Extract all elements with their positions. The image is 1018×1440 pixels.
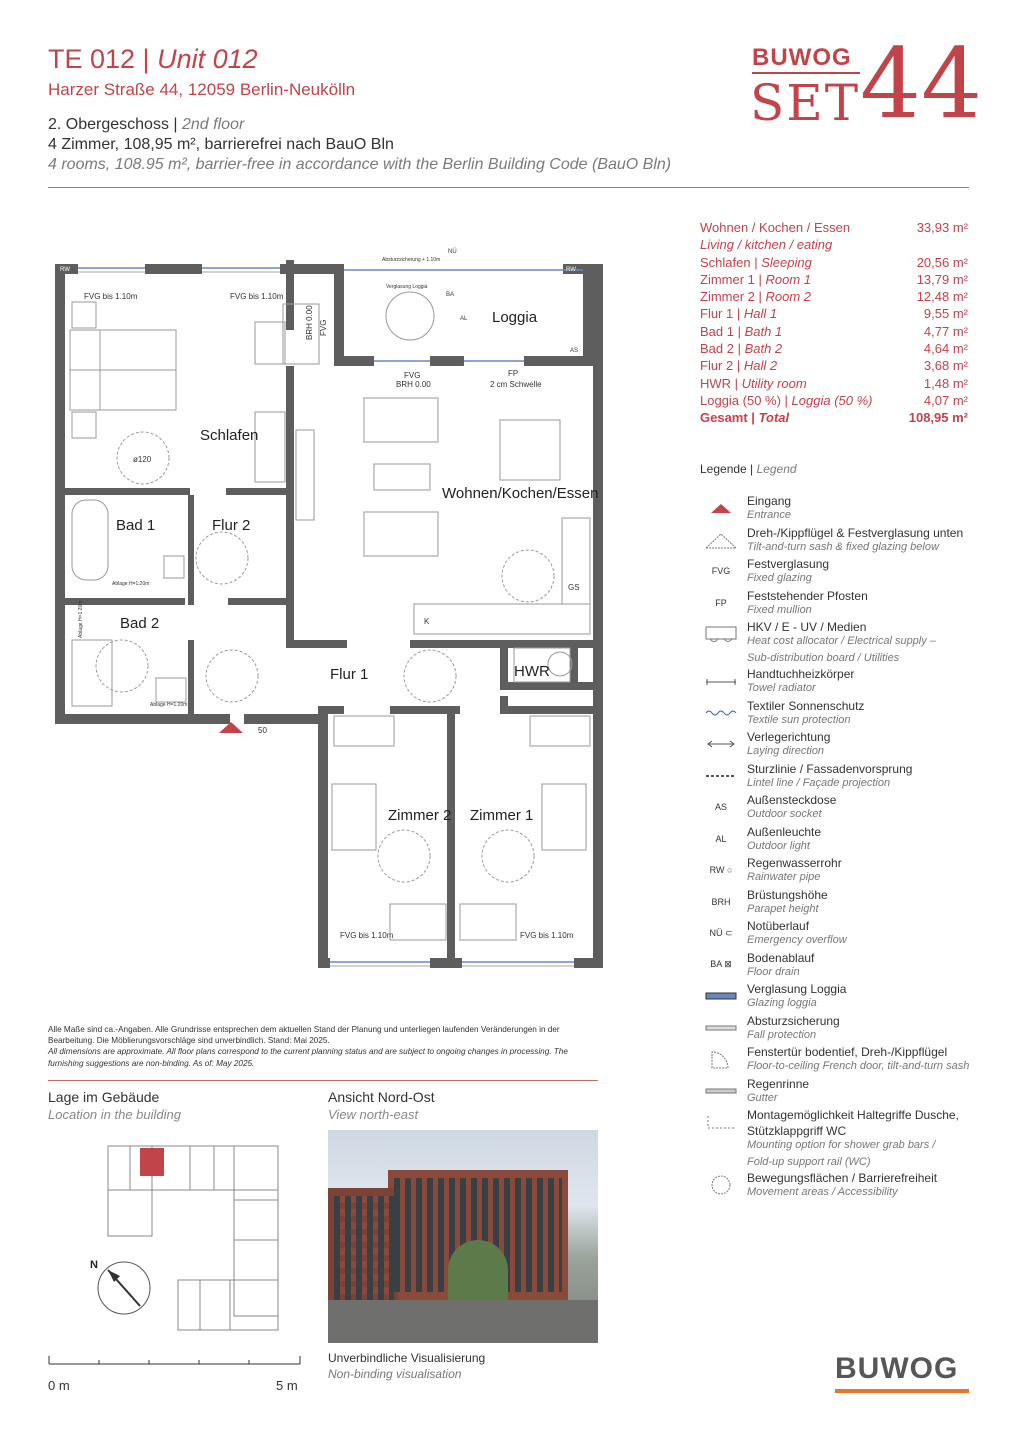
legend-label-de: Fenstertür bodentief, Dreh-/Kippflügel bbox=[747, 1045, 948, 1059]
logo-number: 44 bbox=[860, 28, 983, 140]
area-label-de: Flur 2 | bbox=[700, 358, 744, 374]
legend-label-de: Regenrinne bbox=[747, 1076, 810, 1091]
view-caption: Unverbindliche Visualisierung bbox=[328, 1351, 486, 1365]
legend-label-de: HKV / E - UV / Medien bbox=[747, 620, 867, 634]
disclaimer-de: Alle Maße sind ca.-Angaben. Alle Grundrisse entsprechen dem aktuellen Stand der Planung und unterliegen laufenden Veränderungen in der Bearbeitung. Die Möblierungsvorschläge sind unverbindlich. Stand: Mai 2025. bbox=[48, 1025, 560, 1046]
legend-code: FVG bbox=[711, 566, 731, 576]
area-label-en: Bath 1 bbox=[744, 323, 783, 339]
legend-item bbox=[700, 793, 990, 825]
area-label-de: Zimmer 1 | bbox=[700, 271, 766, 287]
label-ba: BA bbox=[446, 292, 455, 298]
area-value: 3,68 m² bbox=[923, 358, 968, 374]
legend-label-en: Parapet height bbox=[747, 902, 819, 915]
legend-label-en: Floor drain bbox=[747, 965, 800, 978]
legend-item bbox=[700, 1156, 990, 1172]
room-wohnen: Wohnen/Kochen/Essen bbox=[442, 485, 599, 502]
lintel-line-icon bbox=[700, 765, 742, 787]
tilt-turn-icon bbox=[700, 529, 742, 551]
area-label bbox=[700, 254, 812, 271]
area-label-en: Utility room bbox=[741, 375, 807, 391]
legend-item bbox=[700, 1124, 990, 1156]
area-value: 12,48 m² bbox=[916, 289, 968, 305]
area-label bbox=[700, 219, 850, 236]
legend-label-de: Verglasung Loggia bbox=[747, 982, 847, 996]
gutter-icon bbox=[700, 1080, 742, 1102]
area-value: 33,93 m² bbox=[916, 220, 968, 235]
rooms-summary-en: 4 rooms, 108.95 m², barrier-free in accordance with the Berlin Building Code (BauO Bln) bbox=[48, 156, 672, 173]
area-row bbox=[700, 271, 968, 288]
legend-code: RW ○ bbox=[709, 865, 733, 875]
area-label-de: Bad 1 | bbox=[700, 323, 745, 339]
label-schwelle: 2 cm Schwelle bbox=[490, 380, 542, 389]
room-bad2: Bad 2 bbox=[120, 615, 160, 632]
legend-item bbox=[700, 1077, 990, 1109]
legend-code: AS bbox=[714, 802, 727, 812]
legend-label-en: Lintel line / Façade projection bbox=[747, 776, 891, 789]
disclaimer bbox=[48, 1024, 598, 1069]
legend-item bbox=[700, 762, 990, 794]
area-row bbox=[700, 323, 968, 340]
legend-title-de: Legende | bbox=[700, 462, 757, 476]
scale-bar bbox=[48, 1352, 304, 1370]
legend-label-de: Dreh-/Kippflügel & Festverglasung unten bbox=[747, 525, 964, 540]
entrance-icon bbox=[700, 497, 742, 519]
label-fvg-a: FVG bis 1.10m bbox=[84, 292, 138, 301]
area-value: 13,79 m² bbox=[916, 271, 968, 287]
legend-label-de: Verlegerichtung bbox=[747, 730, 831, 744]
label-gs: GS bbox=[568, 583, 580, 592]
legend-item bbox=[700, 557, 990, 589]
legend-item bbox=[700, 589, 990, 621]
address: Harzer Straße 44, 12059 Berlin-Neukölln bbox=[48, 80, 356, 99]
area-label bbox=[700, 375, 807, 392]
legend-label-en: Fall protection bbox=[747, 1028, 817, 1041]
legend-label-en: Laying direction bbox=[747, 745, 825, 757]
hkv-icon bbox=[700, 623, 742, 645]
room-flur2: Flur 2 bbox=[212, 517, 251, 534]
legend-label-de: Bewegungsflächen / Barrierefreiheit bbox=[747, 1171, 938, 1185]
area-label-en: Sleeping bbox=[761, 254, 812, 270]
legend-label-de: Absturzsicherung bbox=[747, 1013, 840, 1028]
room-zimmer2: Zimmer 2 bbox=[388, 807, 452, 824]
room-schlafen: Schlafen bbox=[200, 427, 259, 444]
legend-item bbox=[700, 1045, 990, 1077]
area-label-en: Loggia (50 %) bbox=[791, 392, 873, 408]
sun-protection-icon bbox=[700, 702, 742, 724]
area-row bbox=[700, 236, 968, 253]
unit-code-en: Unit 012 bbox=[157, 44, 258, 74]
label-ablage1: Ablage H=1.20m bbox=[112, 581, 150, 587]
legend-label-de: Bodenablauf bbox=[747, 950, 815, 965]
scale-start: 0 m bbox=[48, 1378, 70, 1393]
floor-de: 2. Obergeschoss | bbox=[48, 116, 182, 133]
legend-item bbox=[700, 888, 990, 920]
area-label-en: Living / kitchen / eating bbox=[700, 237, 833, 253]
area-label bbox=[700, 340, 782, 357]
label-rw: RW bbox=[60, 267, 70, 273]
legend-code: AL bbox=[715, 833, 727, 844]
area-row bbox=[700, 357, 968, 374]
legend-label-de: Regenwasserrohr bbox=[747, 856, 842, 870]
label-k: K bbox=[424, 617, 430, 626]
area-label-de: Gesamt | bbox=[700, 410, 759, 426]
disclaimer-en: All dimensions are approximate. All floor plans correspond to the current planning status and are subject to ongoing changes in processing. The furnishing suggestions are non-binding. As of: May 2025. bbox=[48, 1047, 568, 1068]
legend-item bbox=[700, 1014, 990, 1046]
area-row bbox=[700, 340, 968, 357]
label-fvg2: FVG bbox=[404, 371, 421, 380]
area-row bbox=[700, 219, 968, 236]
room-flur1: Flur 1 bbox=[330, 666, 369, 683]
legend-label-en: Fixed glazing bbox=[747, 572, 812, 584]
area-row bbox=[700, 409, 968, 426]
area-label bbox=[700, 357, 777, 374]
legend-item bbox=[700, 1171, 990, 1203]
legend-label-de: Brüstungshöhe bbox=[747, 887, 828, 902]
room-hwr: HWR bbox=[514, 663, 550, 680]
french-door-icon bbox=[700, 1048, 742, 1070]
legend-item bbox=[700, 951, 990, 983]
label-ablage3: Ablage H=1.20m bbox=[150, 702, 188, 708]
legend-item bbox=[700, 667, 990, 699]
area-label-en: Hall 1 bbox=[743, 306, 778, 322]
legend-item bbox=[700, 730, 990, 762]
label-fvg-c: FVG bis 1.10m bbox=[340, 931, 394, 940]
legend-label-en: Emergency overflow bbox=[747, 934, 847, 946]
location-subtitle: Location in the building bbox=[48, 1107, 181, 1122]
building-visualization bbox=[328, 1130, 598, 1343]
label-verglasung: Verglasung Loggia bbox=[386, 284, 428, 290]
legend-code: BRH bbox=[711, 896, 731, 907]
legend-label-en: Mounting option for shower grab bars / bbox=[747, 1139, 936, 1151]
area-value: 4,07 m² bbox=[923, 392, 968, 408]
legend-code: BA ⊠ bbox=[710, 959, 732, 969]
legend-label-en: Gutter bbox=[747, 1091, 778, 1104]
area-label-de: HWR | bbox=[700, 375, 742, 391]
legend-label-de: Feststehender Pfosten bbox=[747, 588, 868, 603]
legend-spacer bbox=[700, 1127, 742, 1149]
legend-label-de: Außensteckdose bbox=[747, 793, 837, 807]
glazing-loggia-icon bbox=[700, 985, 742, 1007]
label-brh: BRH 0.00 bbox=[305, 305, 314, 340]
legend-item bbox=[700, 699, 990, 731]
location-title: Lage im Gebäude bbox=[48, 1089, 160, 1105]
movement-area-icon bbox=[700, 1174, 742, 1196]
legend-code: FP bbox=[715, 597, 727, 608]
area-row bbox=[700, 305, 968, 322]
area-label-de: Bad 2 | bbox=[700, 341, 745, 357]
label-fvg-b: FVG bis 1.10m bbox=[230, 292, 284, 301]
label-ablage2: Ablage H=1.20m bbox=[78, 600, 84, 638]
legend-label-de: Sturzlinie / Fassadenvorsprung bbox=[747, 761, 913, 776]
label-absturz: Absturzsicherung + 1.10m bbox=[382, 257, 441, 263]
legend-label-de: Eingang bbox=[747, 494, 792, 508]
label-fp: FP bbox=[508, 369, 519, 378]
label-step: 50 bbox=[258, 726, 267, 735]
area-value: 4,77 m² bbox=[923, 323, 968, 339]
laying-direction-icon bbox=[700, 733, 742, 755]
legend-label-en: Sub-distribution board / Utilities bbox=[747, 651, 900, 664]
legend-label-de: Stützklappgriff WC bbox=[747, 1124, 847, 1138]
unit-title bbox=[48, 44, 258, 75]
legend-label-en: Entrance bbox=[747, 509, 792, 521]
location-highlight bbox=[140, 1148, 164, 1176]
label-brh2: BRH 0.00 bbox=[396, 380, 431, 389]
logo-set: SET bbox=[750, 74, 861, 132]
legend-item bbox=[700, 1108, 990, 1124]
north-label: N bbox=[90, 1259, 98, 1271]
area-label-en: Room 1 bbox=[765, 271, 812, 287]
legend-label-en: Fixed mullion bbox=[747, 603, 812, 616]
label-circle: ø120 bbox=[133, 455, 152, 464]
area-label bbox=[700, 288, 811, 305]
legend-item bbox=[700, 526, 990, 558]
notes-divider bbox=[48, 1080, 598, 1081]
area-label-en: Room 2 bbox=[765, 289, 812, 305]
legend-label-en: Floor-to-ceiling French door, tilt-and-turn sash bbox=[747, 1060, 970, 1072]
floor-plan bbox=[40, 240, 620, 980]
area-label-en: Hall 2 bbox=[743, 358, 778, 374]
area-value: 4,64 m² bbox=[923, 341, 968, 357]
legend-label-de: Notüberlauf bbox=[747, 919, 810, 933]
area-row bbox=[700, 375, 968, 392]
footer-logo: BUWOG bbox=[835, 1352, 959, 1385]
legend-list bbox=[700, 494, 990, 1203]
area-row bbox=[700, 288, 968, 305]
unit-code: TE 012 | bbox=[48, 44, 158, 74]
legend-label-de: Textiler Sonnenschutz bbox=[747, 698, 865, 713]
area-label-de: Wohnen / Kochen / Essen bbox=[700, 220, 851, 235]
label-fvg-d: FVG bis 1.10m bbox=[520, 931, 574, 940]
floor-en: 2nd floor bbox=[182, 116, 245, 133]
legend-item bbox=[700, 982, 990, 1014]
legend-label-de: Außenleuchte bbox=[747, 824, 822, 839]
area-label bbox=[700, 409, 789, 426]
label-as: AS bbox=[570, 348, 579, 354]
label-al: AL bbox=[460, 316, 468, 322]
towel-radiator-icon bbox=[700, 670, 742, 692]
legend-item bbox=[700, 620, 990, 652]
legend-item bbox=[700, 856, 990, 888]
room-loggia: Loggia bbox=[492, 309, 538, 326]
legend-label-en: Outdoor socket bbox=[747, 808, 822, 820]
floor bbox=[48, 116, 244, 134]
label-nu: NÜ bbox=[448, 249, 457, 255]
area-value: 108,95 m² bbox=[908, 410, 968, 426]
legend-code: NÜ ⊂ bbox=[709, 927, 733, 938]
area-label-en: Bath 2 bbox=[744, 341, 783, 357]
logo-brand: BUWOG bbox=[752, 44, 852, 71]
area-value: 20,56 m² bbox=[916, 254, 968, 270]
legend-label-de: Montagemöglichkeit Haltegriffe Dusche, bbox=[747, 1108, 959, 1122]
plan-walls bbox=[55, 260, 603, 968]
legend-label-de: Festverglasung bbox=[747, 557, 830, 571]
legend-label-en: Heat cost allocator / Electrical supply – bbox=[747, 635, 936, 647]
view-title: Ansicht Nord-Ost bbox=[328, 1089, 435, 1105]
fall-protection-icon bbox=[700, 1017, 742, 1039]
area-row bbox=[700, 254, 968, 271]
area-label bbox=[700, 236, 832, 253]
area-label-de: Schlafen | bbox=[700, 254, 762, 270]
view-caption-en: Non-binding visualisation bbox=[328, 1367, 462, 1381]
area-label bbox=[700, 323, 782, 340]
footer-logo-underline bbox=[835, 1389, 969, 1393]
area-label bbox=[700, 305, 777, 322]
legend-title bbox=[700, 462, 797, 476]
legend-label-de: Handtuchheizkörper bbox=[747, 667, 855, 681]
legend-title-en: Legend bbox=[756, 462, 797, 476]
area-label bbox=[700, 271, 811, 288]
legend-label-en: Textile sun protection bbox=[747, 713, 851, 726]
legend-label-en: Movement areas / Accessibility bbox=[747, 1186, 898, 1198]
area-label-de: Zimmer 2 | bbox=[700, 289, 766, 305]
header-divider bbox=[48, 187, 969, 188]
label-rw2: RW bbox=[566, 267, 576, 273]
area-label-en: Total bbox=[758, 410, 790, 426]
legend-label-en: Towel radiator bbox=[747, 682, 816, 694]
area-table bbox=[700, 219, 968, 427]
area-label bbox=[700, 392, 873, 409]
label-fvg: FVG bbox=[319, 319, 328, 336]
legend-label-en: Glazing loggia bbox=[747, 997, 817, 1009]
legend-label-en: Rainwater pipe bbox=[747, 871, 821, 883]
scale-end: 5 m bbox=[276, 1378, 298, 1393]
area-value: 1,48 m² bbox=[923, 375, 968, 391]
area-row bbox=[700, 392, 968, 409]
legend-label-en: Tilt-and-turn sash & fixed glazing below bbox=[747, 540, 939, 553]
area-label-de: Loggia (50 %) | bbox=[700, 392, 792, 408]
legend-item bbox=[700, 919, 990, 951]
location-map bbox=[90, 1140, 290, 1340]
legend-item bbox=[700, 652, 990, 668]
legend-item bbox=[700, 494, 990, 526]
room-zimmer1: Zimmer 1 bbox=[470, 807, 534, 824]
rooms-summary-de: 4 Zimmer, 108,95 m², barrierefrei nach BauO Bln bbox=[48, 136, 394, 153]
area-value: 9,55 m² bbox=[923, 306, 968, 322]
view-subtitle: View north-east bbox=[328, 1107, 419, 1122]
area-label-de: Flur 1 | bbox=[700, 306, 744, 322]
room-bad1: Bad 1 bbox=[116, 517, 156, 534]
legend-item bbox=[700, 825, 990, 857]
legend-label-en: Outdoor light bbox=[747, 839, 810, 852]
legend-label-en: Fold-up support rail (WC) bbox=[747, 1155, 871, 1168]
